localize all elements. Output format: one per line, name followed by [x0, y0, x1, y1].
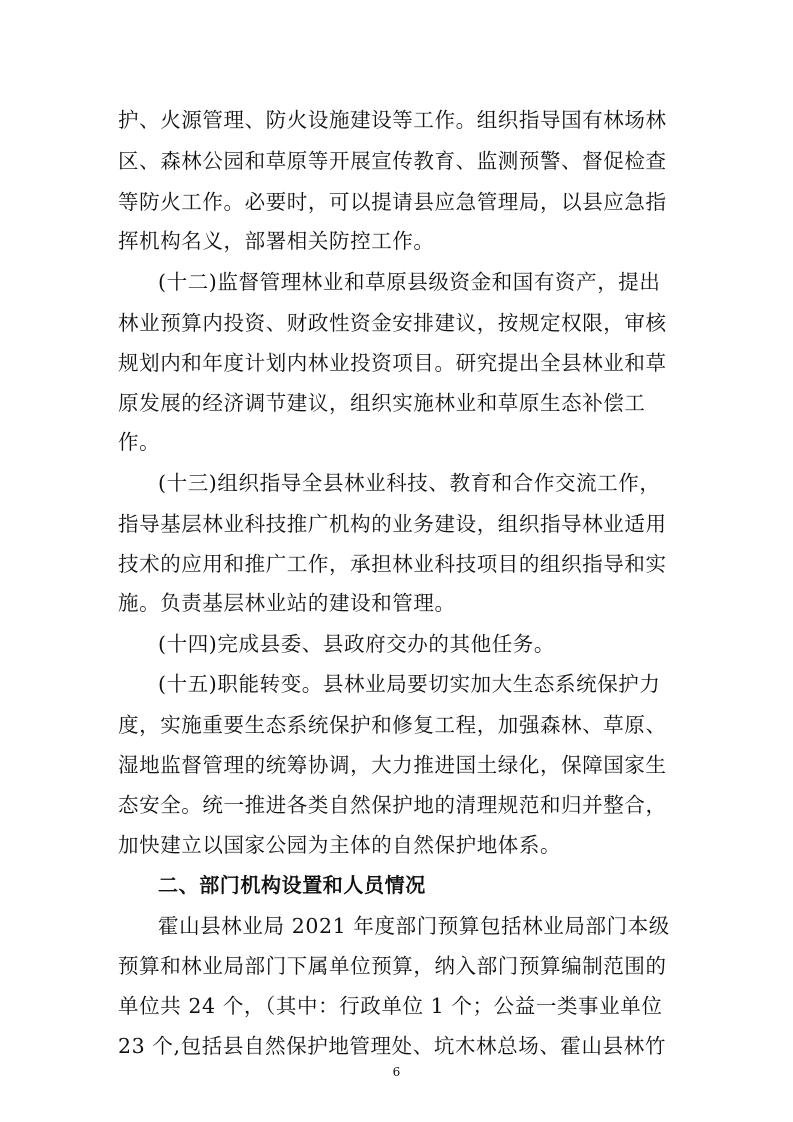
text-line: 霍山县林业局 2021 年度部门预算包括林业局部门本级 — [158, 914, 670, 938]
text-line: 预算和林业局部门下属单位预算，纳入部门预算编制范围的 — [118, 954, 667, 978]
text-line: 态安全。统一推进各类自然保护地的清理规范和归并整合， — [118, 793, 667, 817]
text-line: 指导基层林业科技推广机构的业务建设，组织指导林业适用 — [118, 512, 667, 536]
text-line: (十三)组织指导全县林业科技、教育和合作交流工作， — [158, 471, 661, 495]
text-line: 加快建立以国家公园为主体的自然保护地体系。 — [118, 833, 562, 857]
text-line: (十四)完成县委、县政府交办的其他任务。 — [158, 632, 555, 656]
text-line: 单位共 24 个，（其中：行政单位 1 个；公益一类事业单位 — [118, 994, 663, 1018]
page-number: 6 — [392, 1065, 401, 1079]
text-line: 湿地监督管理的统筹协调，大力推进国土绿化，保障国家生 — [118, 753, 667, 777]
text-line: (十二)监督管理林业和草原县级资金和国有资产，提出 — [158, 270, 661, 294]
text-line: 原发展的经济调节建议，组织实施林业和草原生态补偿工 — [118, 391, 646, 415]
text-line: 作。 — [118, 430, 161, 454]
text-line: 林业预算内投资、财政性资金安排建议，按规定权限，审核 — [118, 311, 667, 335]
section-heading: 二、部门机构设置和人员情况 — [158, 873, 426, 897]
text-line: 护、火源管理、防火设施建设等工作。组织指导国有林场林 — [118, 108, 667, 132]
text-line: (十五)职能转变。县林业局要切实加大生态系统保护力 — [158, 672, 661, 696]
text-line: 挥机构名义，部署相关防控工作。 — [118, 229, 435, 253]
text-line: 区、森林公园和草原等开展宣传教育、监测预警、督促检查 — [118, 149, 667, 173]
text-line: 规划内和年度计划内林业投资项目。研究提出全县林业和草 — [118, 351, 667, 375]
text-line: 度，实施重要生态系统保护和修复工程，加强森林、草原、 — [118, 713, 667, 737]
text-line: 等防火工作。必要时，可以提请县应急管理局，以县应急指 — [118, 190, 667, 214]
text-line: 23 个,包括县自然保护地管理处、坑木林总场、霍山县林竹 — [118, 1034, 666, 1058]
text-line: 技术的应用和推广工作，承担林业科技项目的组织指导和实 — [118, 552, 667, 576]
text-line: 施。负责基层林业站的建设和管理。 — [118, 591, 456, 615]
